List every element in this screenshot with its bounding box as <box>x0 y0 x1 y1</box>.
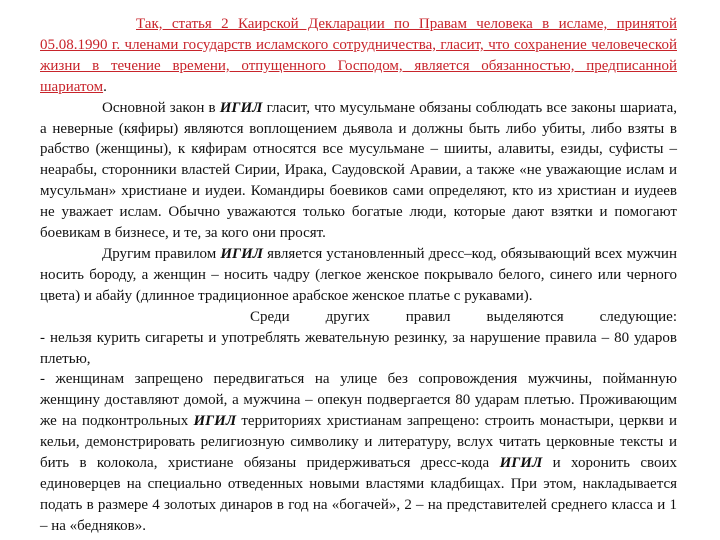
list-item-women <box>40 369 677 536</box>
declaration-link[interactable]: Так, статья 2 Каирской Декларации по Правам человека в исламе, принятой 05.08.1990 г. членами государств исламского сотрудничества, гласит, что сохранение человеческой жизни в течение времени, отпущенного Господом, является обязанностью, предписанной шариатом <box>40 16 677 95</box>
igil-term: ИГИЛ <box>219 99 263 116</box>
text-segment: территориях христианам запрещено: строить монастыри, церкви и кельи, демонстрировать религиозную символику и литературу, вслух читать церковные тексты и бить в колокола, христиане обязаны придерживаться дресс-кода <box>40 413 678 472</box>
paragraph-other-rules-heading: Среди других правил выделяются следующие: <box>250 308 677 325</box>
paragraph-end-period: . <box>103 78 107 95</box>
text-segment: и хоронить своих единоверцев на специально отведенных новыми властями кладбищах. При этом, накладывается подать в размере 4 золотых динаров в год на «богачей», 2 – на представителей среднего класса и 1 – на «бедняков». <box>40 455 677 534</box>
text-segment: гласит, что мусульмане обязаны соблюдать все законы шариата, а неверные (кяфиры) являются воплощением дьявола и должны быть либо убиты, либо взяты в рабство (женщины), к кяфирам относятся все мусульмане – шииты, алавиты, езиды, суфисты – неарабы, сторонники властей Сирии, Ирака, Саудовской Аравии, а также «не уважающие ислам и мусульман» христиане и иудеи. Командиры боевиков сами определяют, кто из христиан и иудеев не уважает ислам. Обычно уважаются только богатые люди, которые дают взятки и помогают боевикам в бизнесе, и те, за кого они просят. <box>40 99 677 242</box>
igil-term: ИГИЛ <box>220 245 264 262</box>
paragraph-dress-code <box>40 244 677 307</box>
document-body <box>40 14 677 537</box>
text-segment: является установленный дресс–код, обязывающий всех мужчин носить бороду, а женщин – носить чадру (легкое женское покрывало белого, синего или черного цвета) и абайу (длинное традиционное арабское женское платье с рукавами). <box>40 245 677 304</box>
igil-term: ИГИЛ <box>499 455 543 472</box>
list-item-smoking: - нельзя курить сигареты и употреблять жевательную резинку, за нарушение правила – 80 ударов плетью, <box>40 329 677 367</box>
text-segment: Другим правилом <box>102 245 221 262</box>
text-segment: - женщинам запрещено передвигаться на улице без сопровождения мужчины, пойманную женщину доставляют домой, а мужчина – опекун подвергается 80 ударам плетью. Проживающим же на подконтрольных <box>40 371 677 430</box>
paragraph-declaration <box>40 14 677 98</box>
text-segment: Основной закон в <box>102 99 220 116</box>
paragraph-main-law <box>40 98 677 244</box>
igil-term: ИГИЛ <box>193 413 237 430</box>
